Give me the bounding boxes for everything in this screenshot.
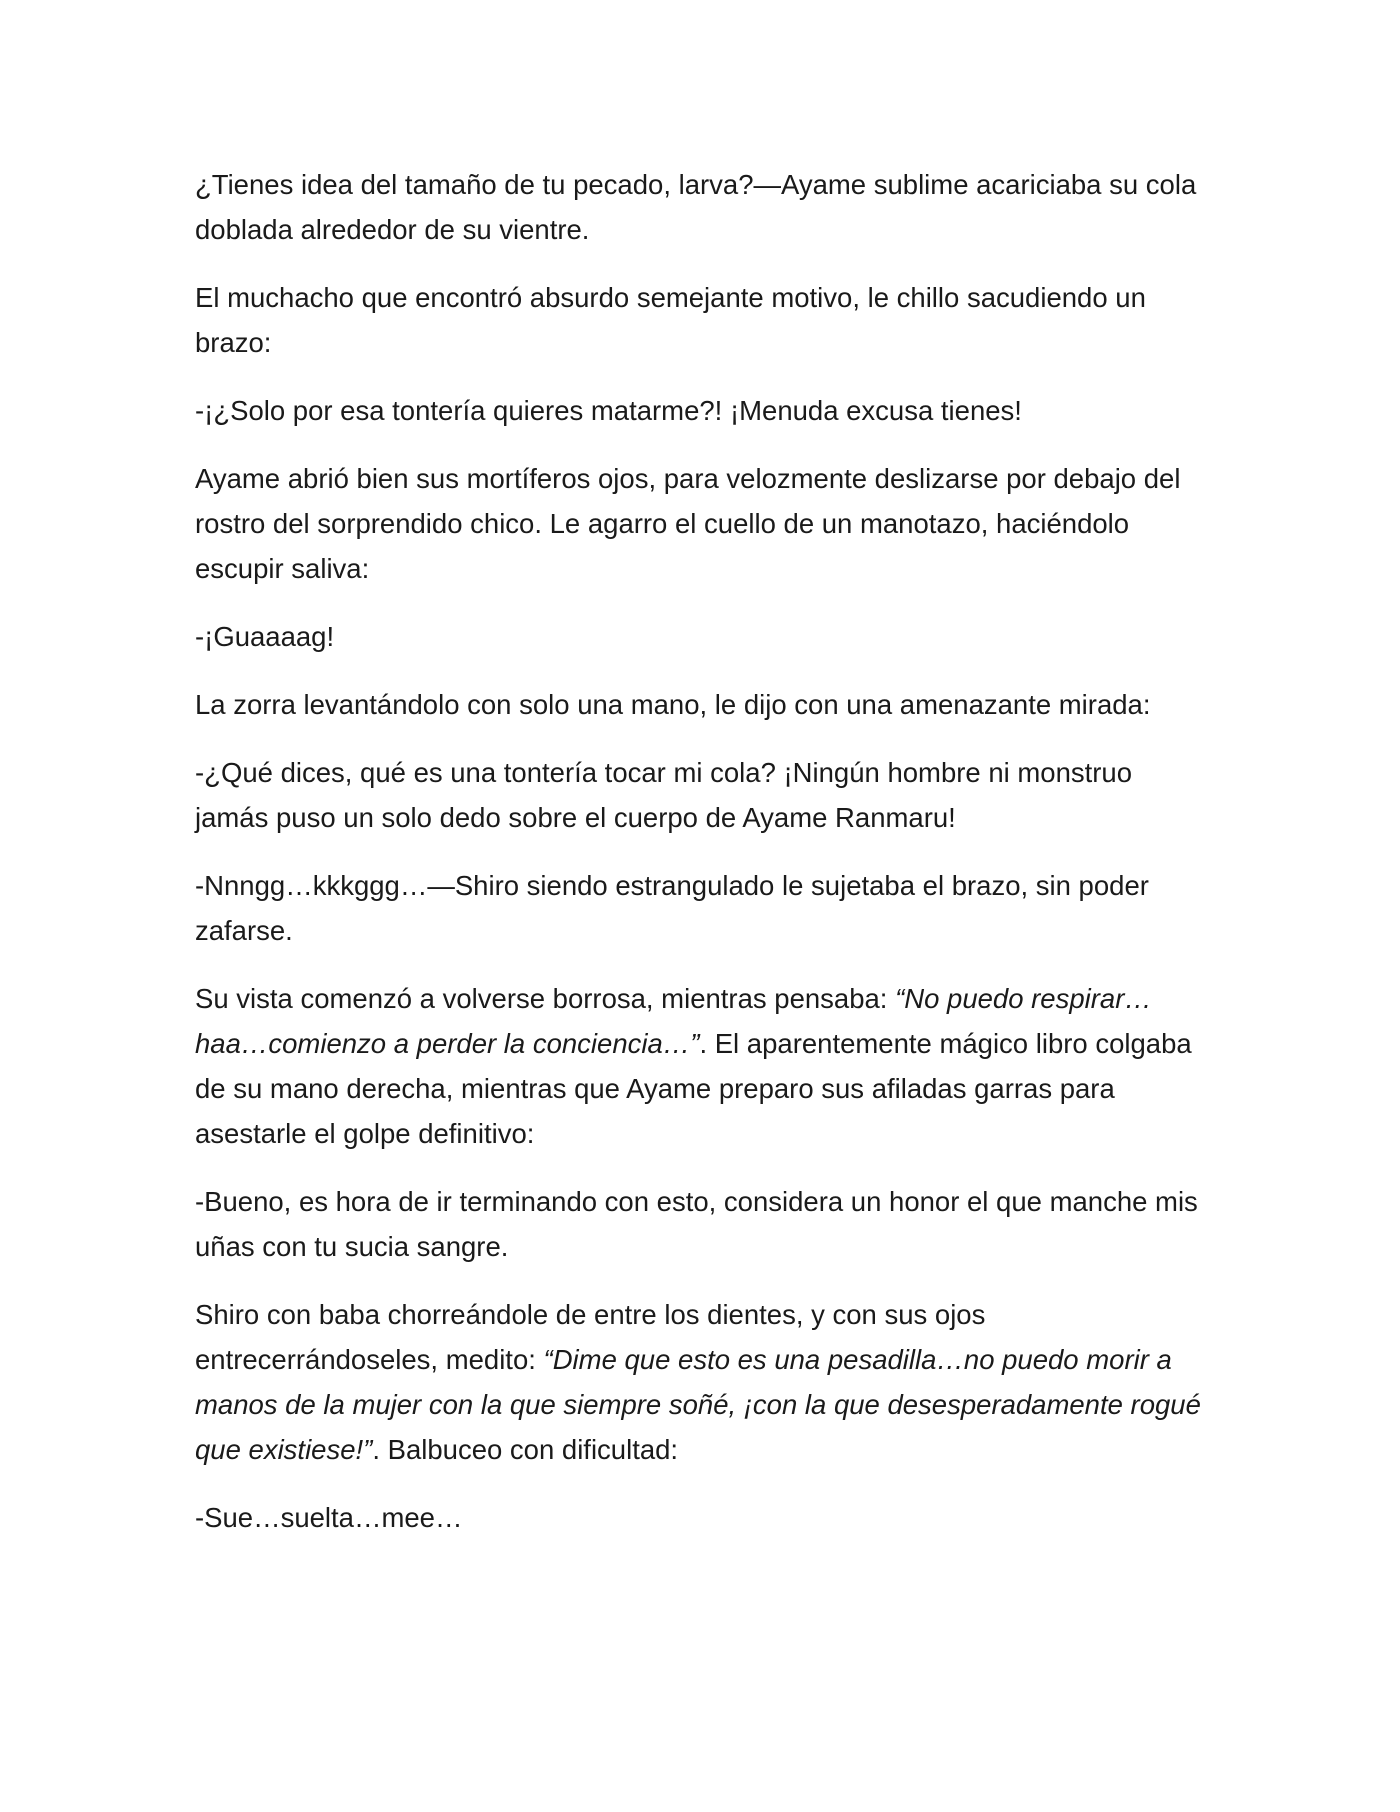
paragraph-5: [195, 614, 1205, 659]
paragraph-4-text: Ayame abrió bien sus mortíferos ojos, para velozmente deslizarse por debajo del rostro del sorprendido chico. Le agarro el cuello de un manotazo, haciéndolo escupir saliva:: [195, 463, 1181, 584]
paragraph-7: [195, 750, 1205, 840]
paragraph-10-text: -Bueno, es hora de ir terminando con esto, considera un honor el que manche mis uñas con tu sucia sangre.: [195, 1186, 1198, 1262]
paragraph-11: [195, 1292, 1205, 1472]
paragraph-1-text: ¿Tienes idea del tamaño de tu pecado, larva?—Ayame sublime acariciaba su cola doblada alrededor de su vientre.: [195, 169, 1197, 245]
paragraph-3: [195, 388, 1205, 433]
paragraph-11-text-a: Shiro con baba chorreándole de entre los dientes, y con sus ojos entrecerrándoseles, medito:: [195, 1299, 986, 1375]
paragraph-9-text-a: Su vista comenzó a volverse borrosa, mientras pensaba:: [195, 983, 896, 1014]
paragraph-9-text-b: . El aparentemente mágico libro colgaba de su mano derecha, mientras que Ayame preparo sus afiladas garras para asestarle el golpe definitivo:: [195, 1028, 1192, 1149]
paragraph-8-text: -Nnngg…kkkggg…—Shiro siendo estrangulado le sujetaba el brazo, sin poder zafarse.: [195, 870, 1149, 946]
paragraph-12: [195, 1495, 1205, 1540]
paragraph-2-text: El muchacho que encontró absurdo semejante motivo, le chillo sacudiendo un brazo:: [195, 282, 1146, 358]
paragraph-7-text: -¿Qué dices, qué es una tontería tocar mi cola? ¡Ningún hombre ni monstruo jamás puso un solo dedo sobre el cuerpo de Ayame Ranmaru!: [195, 757, 1133, 833]
paragraph-5-text: -¡Guaaaag!: [195, 621, 335, 652]
paragraph-4: [195, 456, 1205, 591]
paragraph-9-thought: “No puedo respirar…haa…comienzo a perder la conciencia…”: [195, 983, 1152, 1059]
paragraph-9: [195, 976, 1205, 1156]
paragraph-6-text: La zorra levantándolo con solo una mano, le dijo con una amenazante mirada:: [195, 689, 1151, 720]
paragraph-2: [195, 275, 1205, 365]
paragraph-8: [195, 863, 1205, 953]
paragraph-11-thought: “Dime que esto es una pesadilla…no puedo morir a manos de la mujer con la que siempre soñé, ¡con la que desesperadamente rogué que existiese!”: [195, 1344, 1201, 1465]
paragraph-10: [195, 1179, 1205, 1269]
paragraph-1: [195, 162, 1205, 252]
paragraph-6: [195, 682, 1205, 727]
paragraph-12-text: -Sue…suelta…mee…: [195, 1502, 463, 1533]
document-body: [195, 162, 1205, 1563]
paragraph-3-text: -¡¿Solo por esa tontería quieres matarme?! ¡Menuda excusa tienes!: [195, 395, 1022, 426]
paragraph-11-text-b: . Balbuceo con dificultad:: [372, 1434, 679, 1465]
